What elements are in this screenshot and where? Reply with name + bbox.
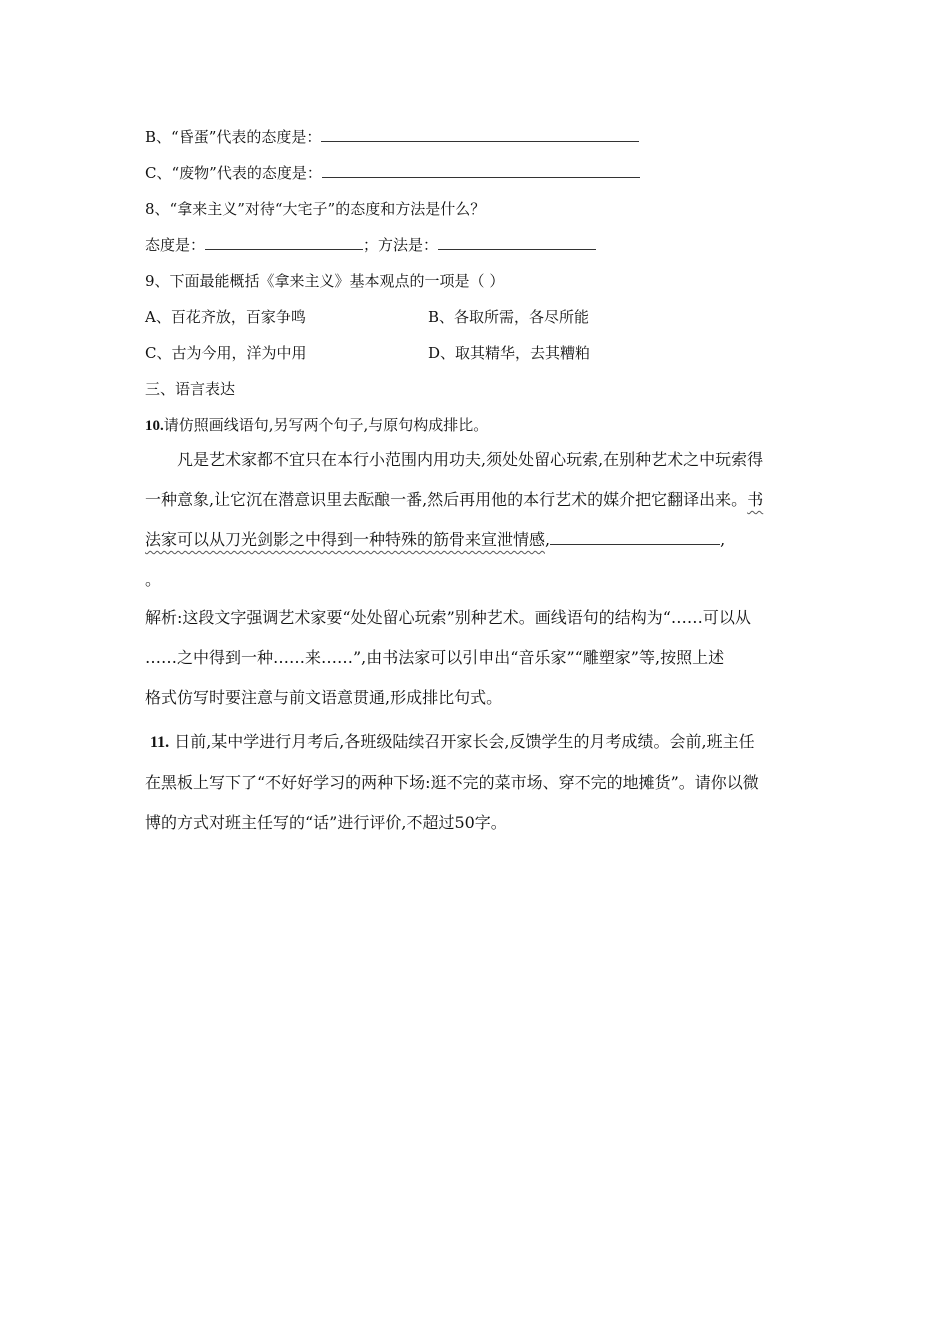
underlined-sentence: 书 — [747, 490, 764, 509]
q8-question: 8、“拿来主义”对待“大宅子”的态度和方法是什么？ — [145, 200, 486, 218]
q11-line: 博的方式对班主任写的“话”进行评价,不超过50字。 — [145, 813, 507, 832]
q10-passage — [145, 440, 810, 600]
analysis-line: 解析:这段文字强调艺术家要“处处留心玩索”别种艺术。画线语句的结构为“……可以从 — [145, 608, 751, 627]
q9-option-d: D、取其精华，去其糟粕 — [428, 344, 591, 362]
passage-line-text: 一种意象,让它沉在潜意识里去酝酿一番,然后再用他的本行艺术的媒介把它翻译出来。 — [145, 490, 748, 509]
passage-line: 。 — [145, 570, 162, 589]
q7-option-c-label: C、“废物”代表的态度是： — [145, 164, 322, 182]
q7-option-c — [145, 163, 640, 183]
passage-comma: , — [720, 530, 726, 549]
method-blank[interactable] — [438, 235, 596, 250]
q8-attitude-label: 态度是： — [145, 236, 206, 254]
q7-option-b — [145, 127, 639, 147]
q11-line: 在黑板上写下了“不好好学习的两种下场:逛不完的菜市场、穿不完的地摊货”。请你以微 — [145, 773, 759, 792]
q11-number: 11. — [150, 734, 170, 751]
passage-comma: , — [545, 530, 551, 549]
attitude-blank[interactable] — [205, 235, 363, 250]
passage-line: 凡是艺术家都不宜只在本行小范围内用功夫,须处处留心玩索,在别种艺术之中玩索得 — [177, 450, 764, 469]
q9-option-c: C、古为今用，洋为中用 — [145, 344, 307, 362]
underlined-sentence: 法家可以从刀光剑影之中得到一种特殊的筋骨来宣泄情感 — [145, 530, 546, 549]
q11-line — [150, 722, 815, 763]
q10-question-text: 请仿照画线语句,另写两个句子,与原句构成排比。 — [163, 416, 489, 434]
q11-question — [145, 722, 815, 843]
analysis-line: 格式仿写时要注意与前文语意贯通,形成排比句式。 — [145, 688, 503, 707]
q8-answer-row — [145, 235, 596, 255]
q10-question — [145, 415, 488, 436]
q8-method-label: ；方法是： — [363, 236, 439, 254]
q10-analysis — [145, 598, 810, 718]
passage-line — [145, 520, 810, 560]
answer-blank[interactable] — [321, 127, 639, 142]
passage-line — [145, 480, 810, 520]
imitation-blank[interactable] — [550, 530, 720, 545]
q11-line-text: 日前,某中学进行月考后,各班级陆续召开家长会,反馈学生的月考成绩。会前,班主任 — [174, 732, 755, 751]
q9-option-a: A、百花齐放，百家争鸣 — [145, 308, 306, 326]
q9-question: 9、下面最能概括《拿来主义》基本观点的一项是（ ） — [145, 272, 505, 290]
answer-blank[interactable] — [322, 163, 640, 178]
q10-number: 10. — [145, 418, 164, 434]
analysis-line: ……之中得到一种……来……”,由书法家可以引申出“音乐家”“雕塑家”等,按照上述 — [145, 648, 725, 667]
section-title: 三、语言表达 — [145, 380, 236, 398]
q7-option-b-label: B、“昏蛋”代表的态度是： — [145, 128, 322, 146]
q9-option-b: B、各取所需，各尽所能 — [428, 308, 590, 326]
